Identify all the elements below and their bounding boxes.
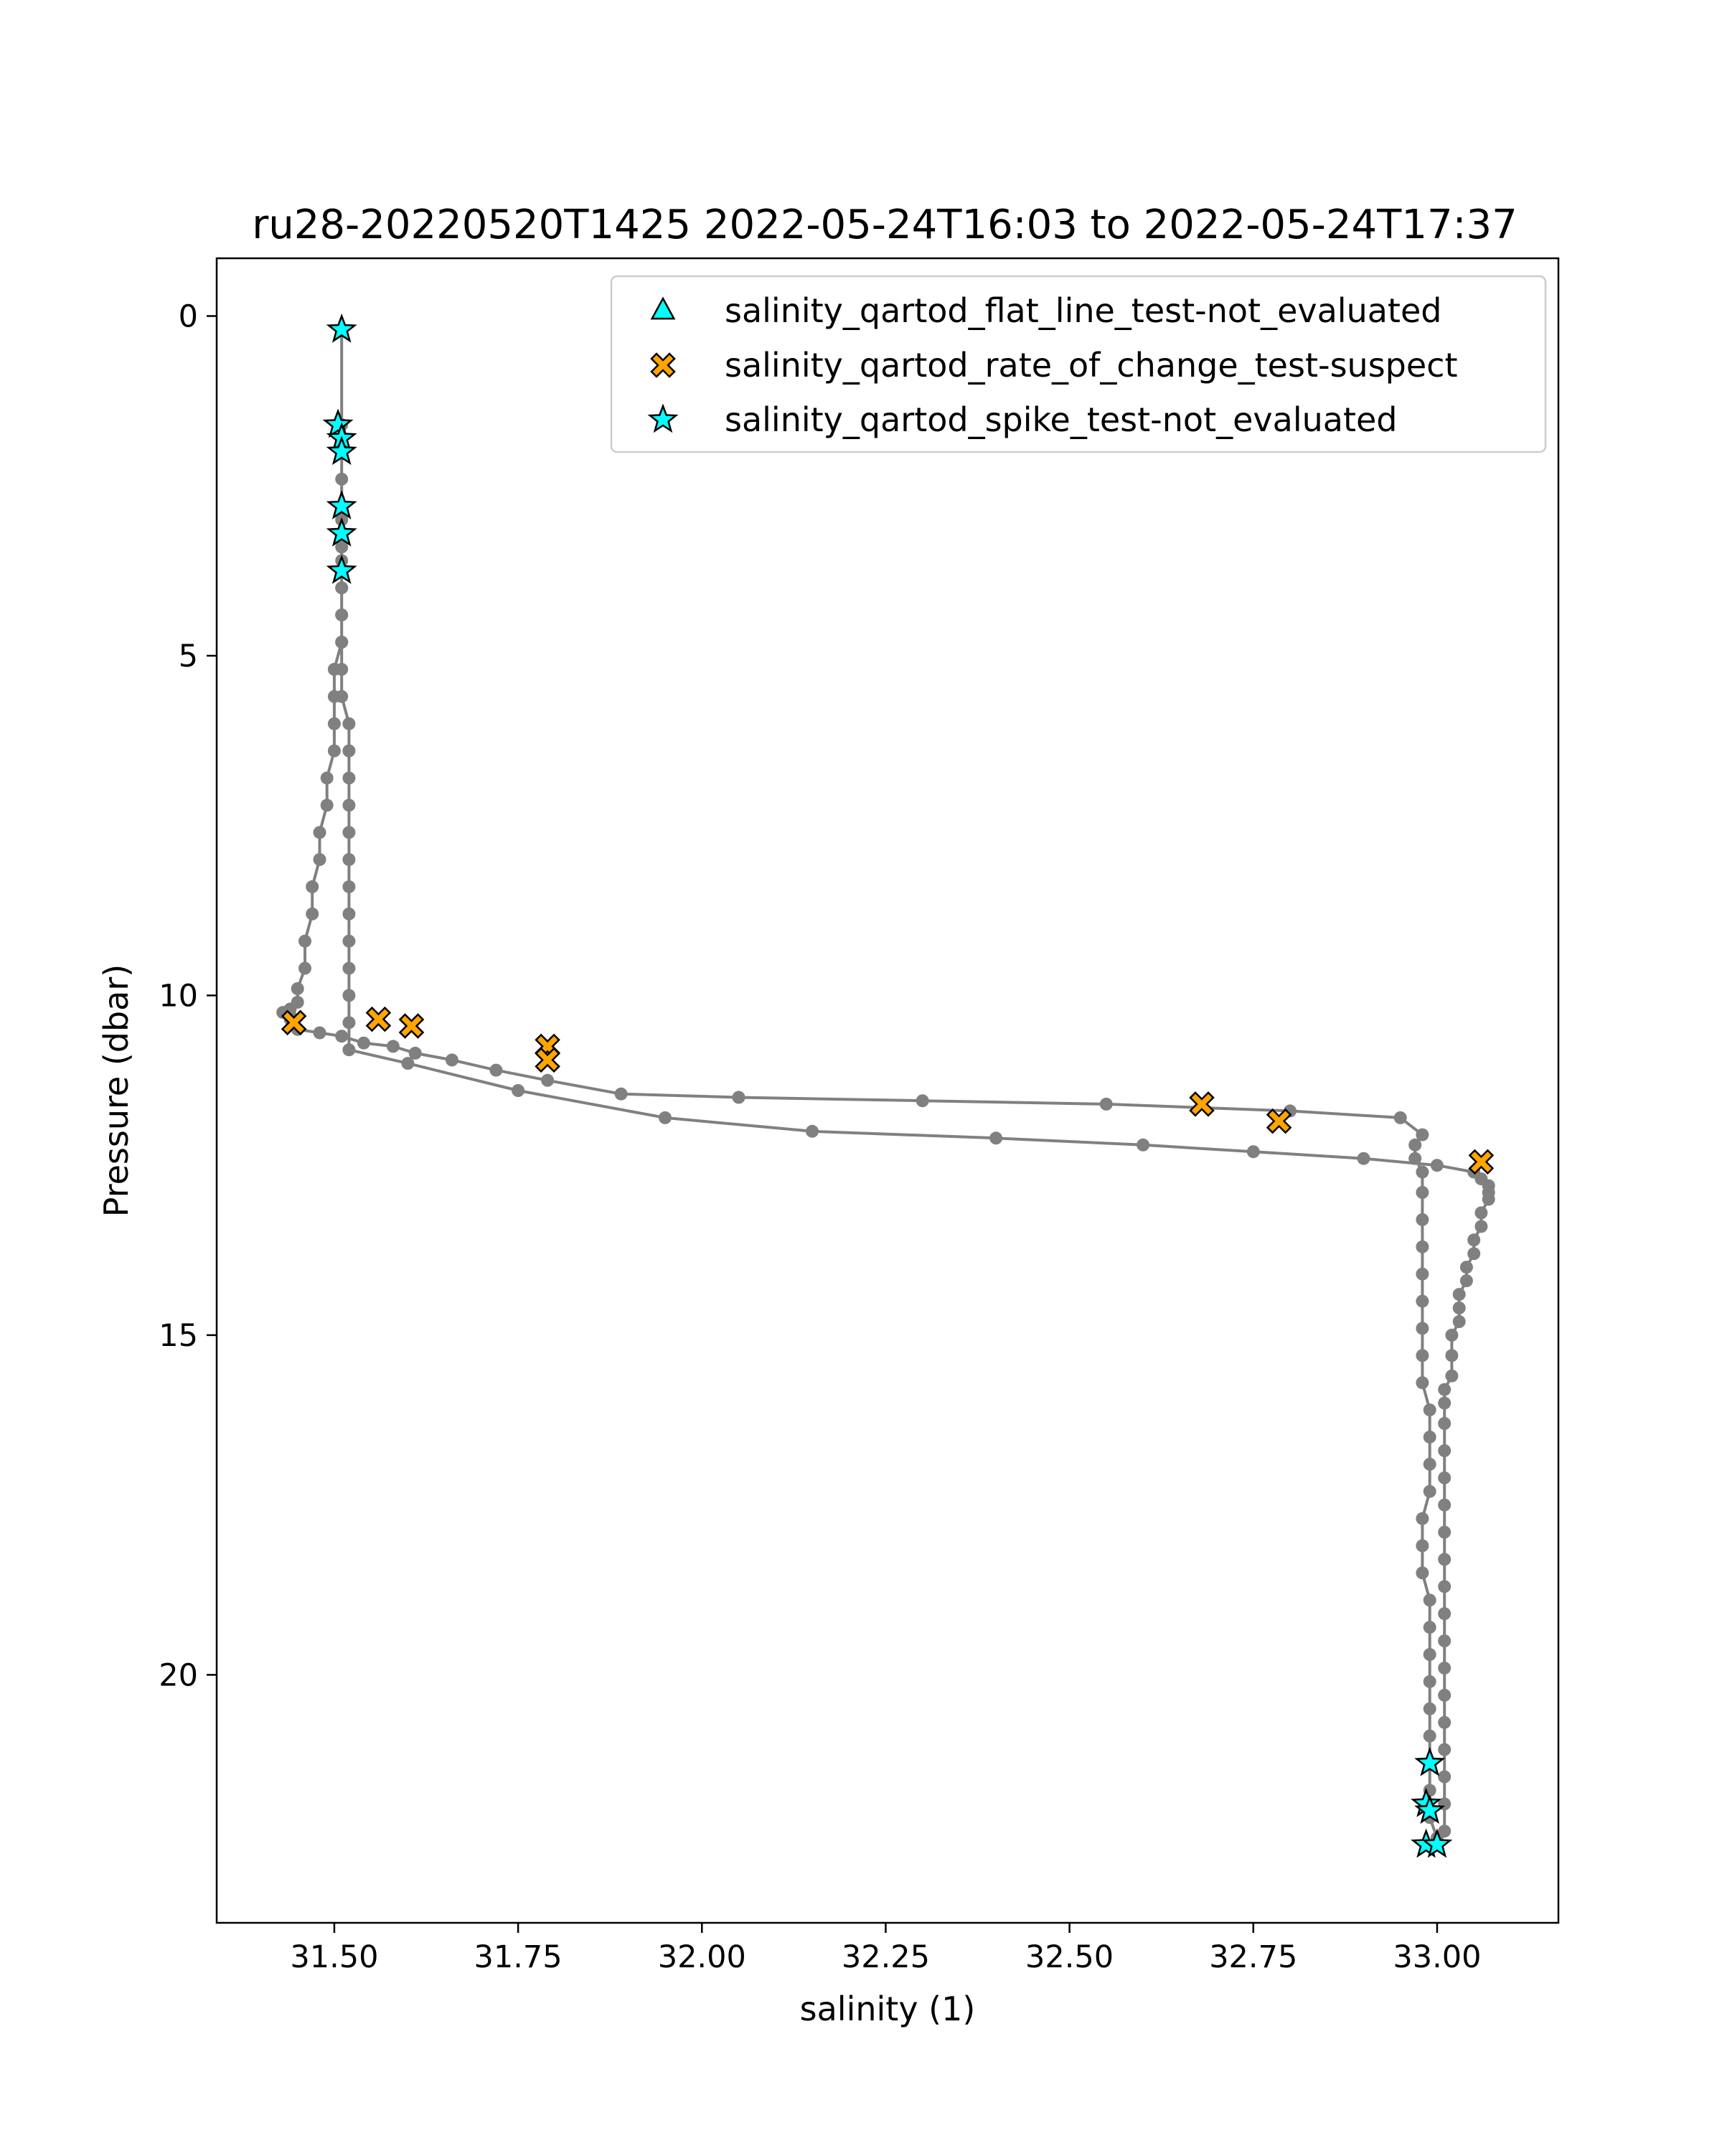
profile-point [1431,1159,1444,1172]
profile-point [291,982,304,995]
profile-point [1438,1689,1451,1702]
profile-point [314,853,326,866]
profile-point [989,1131,1002,1144]
x-tick-label: 31.75 [474,1939,563,1975]
profile-point [328,717,341,730]
profile-point [1100,1098,1113,1111]
profile-point [489,1064,502,1077]
profile-point [1424,1458,1436,1471]
profile-point [321,799,334,811]
profile-point [1416,1566,1429,1579]
profile-point [1416,1166,1429,1179]
profile-point [1474,1220,1487,1233]
y-tick-label: 5 [178,638,198,674]
profile-point [342,989,355,1002]
profile-point [1453,1288,1466,1301]
profile-point [1416,1295,1429,1308]
profile-point [342,962,355,975]
profile-point [314,826,326,839]
legend [611,276,1545,452]
profile-point [1438,1526,1451,1539]
y-tick-label: 20 [159,1657,198,1694]
profile-point [1416,1376,1429,1389]
profile-point [1416,1349,1429,1362]
y-axis-label: Pressure (dbar) [97,964,136,1218]
profile-point [615,1088,628,1101]
profile-point [387,1040,400,1053]
y-tick-label: 15 [159,1317,198,1354]
profile-point [1445,1329,1458,1342]
profile-point [1358,1152,1370,1165]
profile-point [335,608,348,621]
profile-point [342,853,355,866]
profile-point [342,717,355,730]
profile-point [1424,1621,1436,1634]
profile-point [1424,1675,1436,1688]
profile-point [1416,1268,1429,1281]
profile-point [1408,1139,1421,1152]
profile-point [1438,1417,1451,1430]
profile-point [1416,1241,1429,1253]
profile-point [1438,1397,1451,1410]
profile-point [342,745,355,758]
profile-point [1453,1301,1466,1314]
profile-point [1424,1403,1436,1416]
x-tick-label: 32.25 [841,1939,930,1975]
profile-point [1424,1594,1436,1606]
profile-point [446,1053,458,1066]
profile-point [659,1111,672,1124]
profile-point [328,745,341,758]
profile-point [1467,1233,1480,1246]
profile-point [357,1037,370,1050]
legend-label: salinity_qartod_flat_line_test-not_evaluated [725,291,1442,330]
profile-point [335,473,348,486]
profile-point [306,908,319,921]
profile-point [1438,1607,1451,1620]
profile-point [1416,1186,1429,1199]
profile-point [342,799,355,811]
profile-point [1460,1261,1473,1274]
profile-point [335,636,348,649]
profile-point [1424,1485,1436,1498]
profile-point [335,663,348,676]
profile-point [1416,1539,1429,1552]
legend-label: salinity_qartod_spike_test-not_evaluated [725,400,1398,439]
profile-point [1474,1206,1487,1219]
profile-point [1438,1383,1451,1396]
profile-point [1394,1111,1407,1124]
x-tick-label: 33.00 [1393,1939,1482,1975]
profile-point [1247,1145,1260,1158]
profile-point [342,1016,355,1029]
profile-point [298,935,311,948]
y-tick-label: 0 [178,298,198,335]
profile-point [335,690,348,703]
profile-point [1438,1743,1451,1756]
profile-point [1438,1634,1451,1647]
profile-point [342,908,355,921]
x-tick-label: 32.00 [657,1939,746,1975]
legend-label: salinity_qartod_rate_of_change_test-suspect [725,346,1458,385]
profile-point [1438,1553,1451,1566]
profile-point [806,1125,819,1138]
profile-point [1424,1648,1436,1661]
x-tick-label: 31.50 [290,1939,379,1975]
profile-point [1453,1315,1466,1328]
profile-point [335,581,348,594]
profile-point [1438,1716,1451,1729]
profile-point [1438,1662,1451,1675]
profile-point [1408,1152,1421,1165]
profile-point [1424,1730,1436,1743]
profile-point [335,1030,348,1042]
profile-point [1438,1472,1451,1484]
profile-point [1416,1322,1429,1334]
profile-point [306,880,319,893]
profile-point [1438,1580,1451,1593]
profile-point [1424,1431,1436,1444]
y-tick-label: 10 [159,978,198,1015]
profile-point [541,1074,554,1087]
profile-point [1416,1512,1429,1525]
profile-point [342,826,355,839]
profile-point [298,962,311,975]
profile-point [1438,1444,1451,1457]
profile-point [314,1027,326,1040]
profile-point [512,1084,524,1097]
x-tick-label: 32.75 [1209,1939,1298,1975]
profile-point [342,771,355,784]
profile-point [916,1094,929,1107]
profile-point [1424,1703,1436,1715]
profile-point [342,880,355,893]
profile-point [1445,1349,1458,1362]
profile-point [733,1091,745,1104]
chart-title: ru28-20220520T1425 2022-05-24T16:03 to 2022-05-24T17:37 [252,202,1518,248]
profile-point [401,1057,414,1070]
profile-point [342,935,355,948]
profile-point [1416,1213,1429,1226]
profile-point [1460,1274,1473,1287]
x-tick-label: 32.50 [1025,1939,1114,1975]
profile-point [1438,1499,1451,1512]
profile-point [321,771,334,784]
profile-point [342,1043,355,1056]
profile-point [1438,1825,1451,1837]
profile-point [1467,1247,1480,1260]
x-axis-label: salinity (1) [799,1990,976,2028]
profile-point [1438,1770,1451,1783]
profile-point [1137,1139,1149,1152]
profile-point [1445,1370,1458,1383]
